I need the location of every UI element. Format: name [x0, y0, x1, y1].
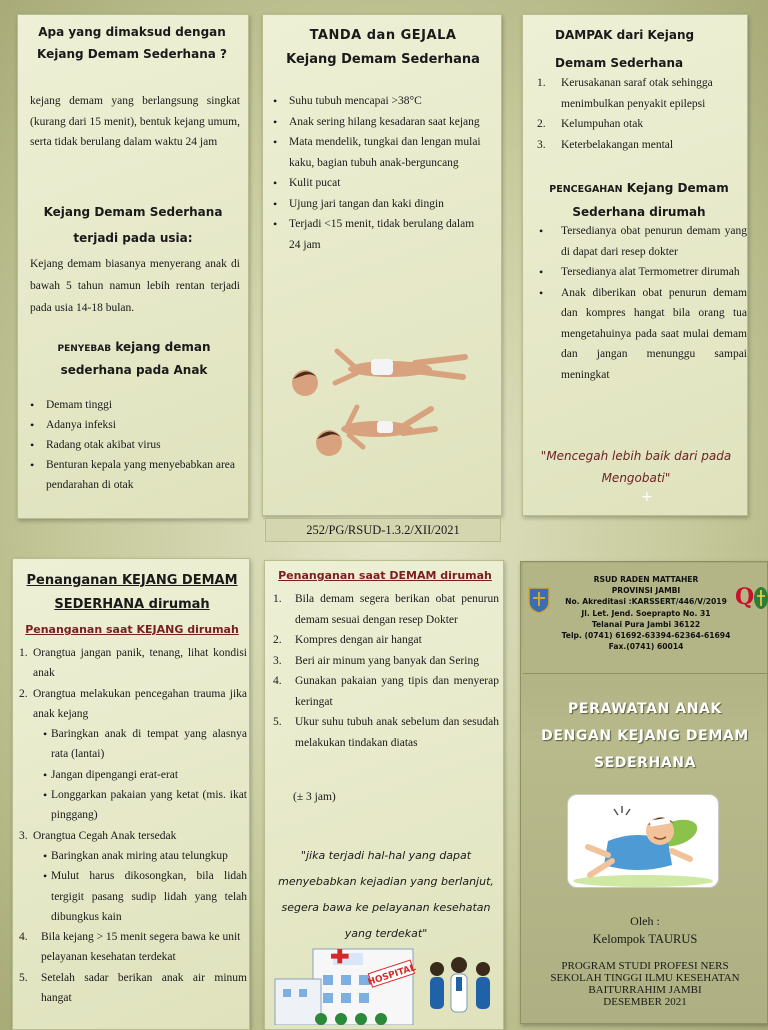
item-text: Orangtua jangan panik, tenang, lihat kondisi anak	[33, 647, 247, 680]
item-number: 2.	[19, 687, 28, 700]
hospital-address-2: Telanai Pura Jambi 36122	[591, 619, 701, 629]
age-text: Kejang demam biasanya menyerang anak di bawah 5 tahun namun lebih rentan terjadi pada usia 14-18 bulan.	[30, 258, 240, 314]
hospital-name-2: PROVINSI JAMBI	[611, 586, 681, 596]
list-item	[273, 630, 499, 651]
signs-list	[267, 91, 481, 255]
list-item: • Anak sering hilang kesadaran saat kejang	[267, 112, 481, 133]
list-item	[273, 589, 499, 630]
sick-child-icon	[568, 795, 718, 887]
hospital-name-1: RSUD RADEN MATTAHER	[593, 575, 699, 584]
impact-list	[537, 73, 747, 155]
list-item: • Tersedianya alat Termometrer dirumah	[533, 262, 747, 283]
list-item: • Terjadi <15 menit, tidak berulang dalam 24 jam	[267, 214, 481, 255]
prevention-list	[533, 221, 747, 385]
list-item: • Mulut harus dikosongkan, bila lidah tergigit pasang sudip lidah yang telah dibungkus kain	[37, 866, 247, 927]
item-number: 1.	[19, 647, 28, 659]
list-item	[19, 826, 247, 927]
item-number: 1.	[273, 593, 282, 605]
list-item: • Kulit pucat	[267, 173, 481, 194]
item-number: 3.	[273, 654, 282, 667]
seizing-children-illustration	[285, 343, 485, 463]
list-item	[273, 671, 499, 712]
fever-time-note: (± 3 jam)	[293, 791, 336, 803]
province-logo-icon	[527, 586, 551, 614]
age-title: Kejang Demam Sederhana terjadi pada usia:	[43, 205, 223, 245]
list-item	[273, 651, 499, 672]
list-item	[19, 684, 247, 826]
hospital-emblem-icon	[753, 586, 768, 610]
prevention-title-main: Kejang Demam Sederhana dirumah	[572, 181, 729, 219]
seizure-care-subtitle: Penanganan saat KEJANG dirumah	[25, 623, 239, 636]
list-item	[19, 927, 247, 968]
list-item: • Baringkan anak miring atau telungkup	[37, 846, 247, 866]
list-item: • Ujung jari tangan dan kaki dingin	[267, 194, 481, 215]
item-text: Kelumpuhan otak	[561, 118, 644, 130]
list-item: • Suhu tubuh mencapai >38°C	[267, 91, 481, 112]
author-label: Oleh :	[630, 914, 660, 928]
item-number: 5.	[273, 716, 282, 728]
seizure-care-title: Penanganan KEJANG DEMAM SEDERHANA dirumah	[26, 573, 238, 612]
cover-title: PERAWATAN ANAK DENGAN KEJANG DEMAM SEDERHANA	[541, 701, 749, 771]
list-item: • Benturan kepala yang menyebabkan area pendarahan di otak	[24, 455, 238, 495]
hospital-phone: Telp. (0741) 61692-63394-62364-61694	[561, 631, 731, 641]
sub-list	[37, 724, 247, 825]
cause-list	[24, 395, 238, 495]
item-text: Bila kejang > 15 menit segera bawa ke unit pelayanan kesehatan terdekat	[41, 931, 241, 964]
document-code: 252/PG/RSUD-1.3.2/XII/2021	[265, 518, 501, 542]
list-item: • Longgarkan pakaian yang ketat (mis. ikat pinggang)	[37, 785, 247, 826]
hospital-fax: Fax.(0741) 60014	[608, 642, 684, 652]
list-item	[537, 114, 747, 135]
institution-block	[521, 960, 768, 1008]
list-item: • Baringkan anak di tempat yang alasnya rata (lantai)	[37, 724, 247, 765]
prevention-quote: "Mencegah lebih baik dari pada Mengobati"	[540, 449, 732, 485]
item-number: 5.	[19, 971, 28, 984]
list-item: • Radang otak akibat virus	[24, 435, 238, 455]
list-item	[537, 73, 747, 114]
definition-title: Apa yang dimaksud dengan Kejang Demam Sederhana ?	[37, 25, 227, 61]
item-text: Bila demam segera berikan obat penurun demam sesuai dengan resep Dokter	[295, 593, 499, 626]
list-item: • Jangan dipengangi erat-erat	[37, 765, 247, 785]
list-item	[19, 643, 247, 684]
item-number: 4.	[19, 931, 28, 944]
cause-title-small: PENYEBAB	[57, 344, 112, 354]
list-item	[19, 968, 247, 1009]
author-group: Kelompok TAURUS	[592, 932, 698, 946]
panel-fever-care	[264, 560, 504, 1030]
seizure-care-list	[19, 643, 247, 1008]
panel-cover	[520, 561, 768, 1024]
signs-title-line1: TANDA dan GEJALA	[309, 28, 457, 43]
list-item: • Demam tinggi	[24, 395, 238, 415]
list-item: • Tersedianya obat penurun demam yang di dapat dari resep dokter	[533, 221, 747, 262]
institution-name-2: BAITURRAHIM JAMBI	[588, 984, 702, 996]
sick-child-card	[567, 794, 719, 888]
fever-quote: "jika terjadi hal-hal yang dapat menyebabkan kejadian yang berlanjut, segera bawa ke pelayanan kesehatan yang terdekat"	[278, 849, 494, 940]
panel-definition	[17, 14, 249, 519]
cause-title	[36, 337, 232, 381]
list-item: • Mata mendelik, tungkai dan lengan mulai kaku, bagian tubuh anak-berguncang	[267, 132, 481, 173]
institution-name-1: SEKOLAH TINGGI ILMU KESEHATAN	[550, 972, 740, 984]
quality-logo-icon: Q	[735, 584, 755, 610]
item-number: 3.	[19, 829, 28, 842]
medical-staff	[430, 957, 490, 1012]
plus-icon: +	[641, 489, 653, 505]
item-text: Kerusakanan saraf otak sehingga menimbulkan penyakit epilepsi	[561, 77, 713, 110]
item-number: 2.	[537, 118, 546, 130]
item-number: 2.	[273, 634, 282, 646]
accreditation-number: No. Akreditasi :KARSSERT/446/V/2019	[565, 597, 727, 607]
list-item	[273, 712, 499, 753]
signs-title-line2: Kejang Demam Sederhana	[286, 52, 480, 67]
publication-date: DESEMBER 2021	[603, 996, 687, 1008]
prevention-title	[541, 177, 737, 223]
hospital-sign-text: HOSPITAL	[366, 963, 418, 988]
item-number: 1.	[537, 77, 546, 89]
item-number: 4.	[273, 675, 282, 687]
child-figure-2	[316, 407, 435, 456]
hospital-info	[553, 574, 739, 652]
fever-care-title: Penanganan saat DEMAM dirumah	[278, 569, 492, 582]
hospital-address-1: Jl. Let. Jend. Soeprapto No. 31	[581, 608, 711, 618]
item-text: Setelah sadar berikan anak air minum hangat	[41, 971, 247, 1005]
impact-title: DAMPAK dari Kejang Demam Sederhana	[555, 28, 695, 70]
item-text: Beri air minum yang banyak dan Sering	[295, 654, 479, 667]
item-text: Ukur suhu tubuh anak sebelum dan sesudah melakukan tindakan diatas	[295, 716, 499, 749]
item-text: Kompres dengan air hangat	[295, 634, 422, 646]
fever-care-list	[273, 589, 499, 753]
item-text: Keterbelakangan mental	[561, 138, 674, 151]
item-number: 3.	[537, 138, 546, 151]
panel-signs	[262, 14, 502, 516]
list-item	[537, 135, 747, 156]
item-text: Orangtua Cegah Anak tersedak	[33, 829, 177, 842]
cause-title-main: kejang deman sederhana pada Anak	[60, 340, 211, 377]
item-text: Orangtua melakukan pencegahan trauma jika anak kejang	[33, 687, 247, 720]
panel-seizure-care	[12, 558, 250, 1030]
definition-text: kejang demam yang berlangsung singkat (kurang dari 15 menit), bentuk kejang umum, serta tidak berulang dalam waktu 24 jam	[30, 95, 240, 148]
program-name: PROGRAM STUDI PROFESI NERS	[561, 960, 729, 972]
list-item: • Adanya infeksi	[24, 415, 238, 435]
prevention-title-small: PENCEGAHAN	[549, 184, 623, 195]
list-item: • Anak diberikan obat penurun demam dan kompres hangat bila orang tua mengetahuinya pada saat mulai demam dan jangan menunggu sampai meningkat	[533, 283, 747, 386]
panel-impact	[522, 14, 748, 516]
hospital-illustration	[271, 939, 503, 1025]
sub-list	[37, 846, 247, 927]
item-text: Gunakan pakaian yang tipis dan menyerap keringat	[295, 675, 499, 708]
child-figure-1	[292, 351, 465, 396]
